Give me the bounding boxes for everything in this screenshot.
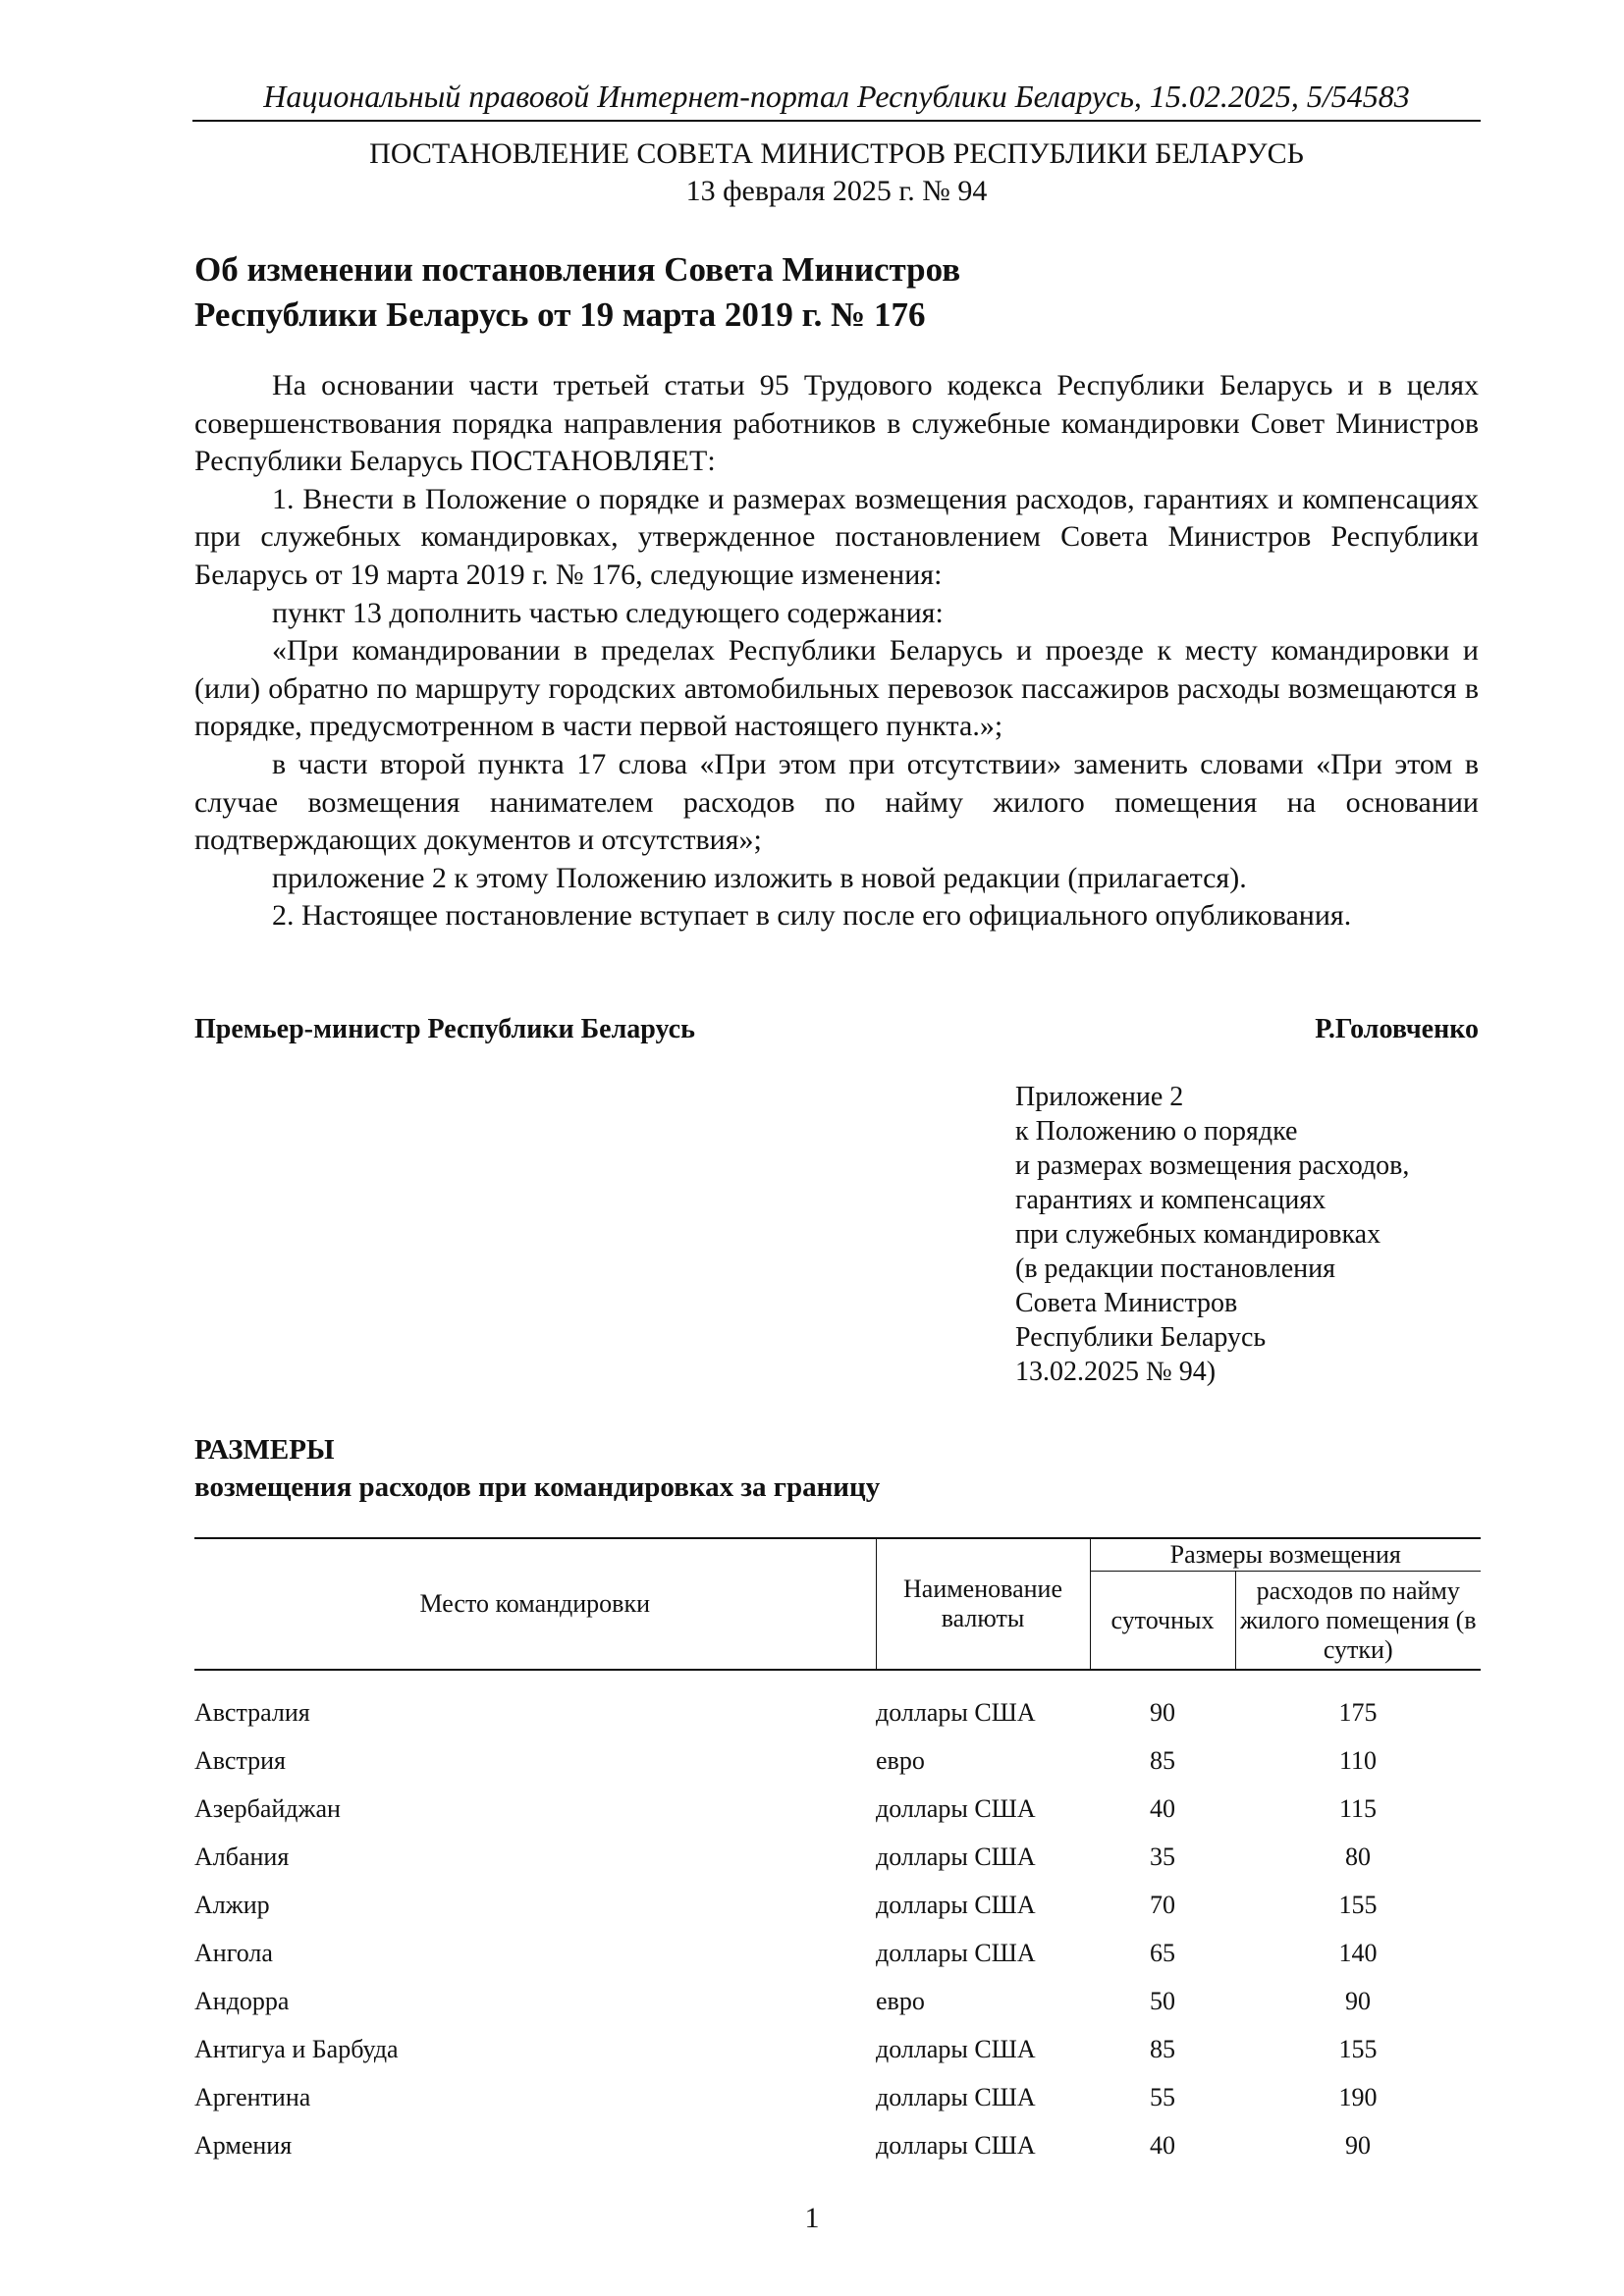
column-group-header: Размеры возмещения: [1090, 1538, 1481, 1572]
portal-header: Национальный правовой Интернет-портал Республики Беларусь, 15.02.2025, 5/54583: [263, 79, 1410, 114]
header-divider: [192, 120, 1481, 122]
cell-place: Аргентина: [194, 2082, 311, 2111]
cell-lodging: 190: [1338, 2082, 1378, 2111]
table-row: [194, 1881, 1481, 1929]
table-heading: [194, 1431, 1274, 1506]
cell-currency: доллары США: [876, 1842, 1036, 1871]
appendix-line: при служебных командировках: [1015, 1219, 1381, 1250]
cell-daily: 85: [1150, 2034, 1175, 2063]
act-type: ПОСТАНОВЛЕНИЕ СОВЕТА МИНИСТРОВ РЕСПУБЛИКИ БЕЛАРУСЬ: [369, 137, 1304, 170]
document-body: [194, 367, 1479, 935]
act-date: 13 февраля 2025 г. № 94: [685, 175, 988, 207]
cell-lodging: 110: [1338, 1745, 1378, 1775]
appendix-line: гарантиях и компенсациях: [1015, 1185, 1326, 1215]
table-row: [194, 1785, 1481, 1833]
appendix-reference: [1015, 1080, 1477, 1389]
document-title-line-2: Республики Беларусь от 19 марта 2019 г. № 176: [194, 295, 926, 334]
cell-daily: 90: [1150, 1697, 1175, 1727]
cell-place: Антигуа и Барбуда: [194, 2034, 399, 2063]
cell-daily: 40: [1150, 1793, 1175, 1823]
body-paragraph: в части второй пункта 17 слова «При этом при отсутствии» заменить словами «При этом в случае возмещения нанимателем расходов по найму жилого помещения на основании подтверждающих документов и отсутствия»;: [194, 747, 1479, 857]
signatory-name: Р.Головченко: [1315, 1014, 1479, 1044]
cell-lodging: 155: [1338, 2034, 1378, 2063]
cell-daily: 85: [1150, 1745, 1175, 1775]
cell-currency: евро: [876, 1986, 925, 2015]
cell-currency: евро: [876, 1745, 925, 1775]
document-title-line-1: Об изменении постановления Совета Министров: [194, 250, 961, 289]
cell-currency: доллары США: [876, 1793, 1036, 1823]
appendix-line: Приложение 2: [1015, 1082, 1184, 1112]
document-title: [194, 247, 1274, 338]
cell-lodging: 155: [1338, 1890, 1378, 1919]
appendix-line: Республики Беларусь: [1015, 1322, 1267, 1353]
table-row: [194, 2121, 1481, 2169]
cell-daily: 55: [1150, 2082, 1175, 2111]
cell-lodging: 140: [1338, 1938, 1378, 1967]
appendix-line: к Положению о порядке: [1015, 1116, 1298, 1147]
table-row: [194, 1833, 1481, 1881]
rates-table: [194, 1537, 1481, 2169]
cell-place: Андорра: [194, 1986, 290, 2015]
cell-lodging: 115: [1338, 1793, 1378, 1823]
cell-currency: доллары США: [876, 2130, 1036, 2160]
body-paragraph: 2. Настоящее постановление вступает в силу после его официального опубликования.: [272, 899, 1352, 933]
cell-daily: 65: [1150, 1938, 1175, 1967]
table-row: [194, 1670, 1481, 1736]
cell-lodging: 90: [1345, 2130, 1371, 2160]
table-heading-line-2: возмещения расходов при командировках за границу: [194, 1471, 881, 1503]
cell-place: Ангола: [194, 1938, 273, 1967]
cell-place: Австрия: [194, 1745, 286, 1775]
column-header-daily: суточных: [1090, 1572, 1235, 1670]
body-paragraph: На основании части третьей статьи 95 Трудового кодекса Республики Беларусь и в целях совершенствования порядка направления работников в служебные командировки Совет Министров Республики Беларусь ПОСТАНОВЛЯЕТ:: [194, 369, 1479, 478]
appendix-line: (в редакции постановления: [1015, 1254, 1336, 1284]
cell-place: Албания: [194, 1842, 290, 1871]
cell-currency: доллары США: [876, 2034, 1036, 2063]
cell-currency: доллары США: [876, 1938, 1036, 1967]
column-header-lodging: расходов по найму жилого помещения (в сутки): [1235, 1572, 1481, 1670]
body-paragraph: «При командировании в пределах Республики Беларусь и проезде к месту командировки и (или) обратно по маршруту городских автомобильных перевозок пассажиров расходы возмещаются в порядке, предусмотренном в части первой настоящего пункта.»;: [194, 634, 1479, 743]
rates-table-wrapper: [194, 1537, 1481, 2169]
cell-daily: 35: [1150, 1842, 1175, 1871]
page-number: 1: [804, 2202, 820, 2234]
cell-lodging: 80: [1345, 1842, 1371, 1871]
table-row: [194, 1977, 1481, 2025]
table-row: [194, 1929, 1481, 1977]
column-header-currency: Наименование валюты: [876, 1538, 1090, 1670]
body-paragraph: 1. Внести в Положение о порядке и размерах возмещения расходов, гарантиях и компенсациях при служебных командировках, утвержденное постановлением Совета Министров Республики Беларусь от 19 марта 2019 г. № 176, следующие изменения:: [194, 482, 1479, 591]
body-paragraph: приложение 2 к этому Положению изложить в новой редакции (прилагается).: [272, 861, 1247, 894]
table-row: [194, 2073, 1481, 2121]
cell-place: Алжир: [194, 1890, 270, 1919]
cell-place: Армения: [194, 2130, 293, 2160]
appendix-line: и размерах возмещения расходов,: [1015, 1150, 1410, 1181]
cell-place: Азербайджан: [194, 1793, 341, 1823]
body-paragraph: пункт 13 дополнить частью следующего содержания:: [272, 596, 944, 629]
table-heading-line-1: РАЗМЕРЫ: [194, 1434, 335, 1466]
cell-daily: 40: [1150, 2130, 1175, 2160]
cell-daily: 70: [1150, 1890, 1175, 1919]
cell-currency: доллары США: [876, 2082, 1036, 2111]
column-header-place: Место командировки: [194, 1538, 876, 1670]
appendix-line: 13.02.2025 № 94): [1015, 1357, 1217, 1387]
signatory-role: Премьер-министр Республики Беларусь: [194, 1014, 695, 1044]
cell-place: Австралия: [194, 1697, 310, 1727]
appendix-line: Совета Министров: [1015, 1288, 1238, 1318]
cell-currency: доллары США: [876, 1697, 1036, 1727]
table-row: [194, 1736, 1481, 1785]
cell-lodging: 175: [1338, 1697, 1378, 1727]
table-row: [194, 2025, 1481, 2073]
cell-lodging: 90: [1345, 1986, 1371, 2015]
cell-daily: 50: [1150, 1986, 1175, 2015]
cell-currency: доллары США: [876, 1890, 1036, 1919]
